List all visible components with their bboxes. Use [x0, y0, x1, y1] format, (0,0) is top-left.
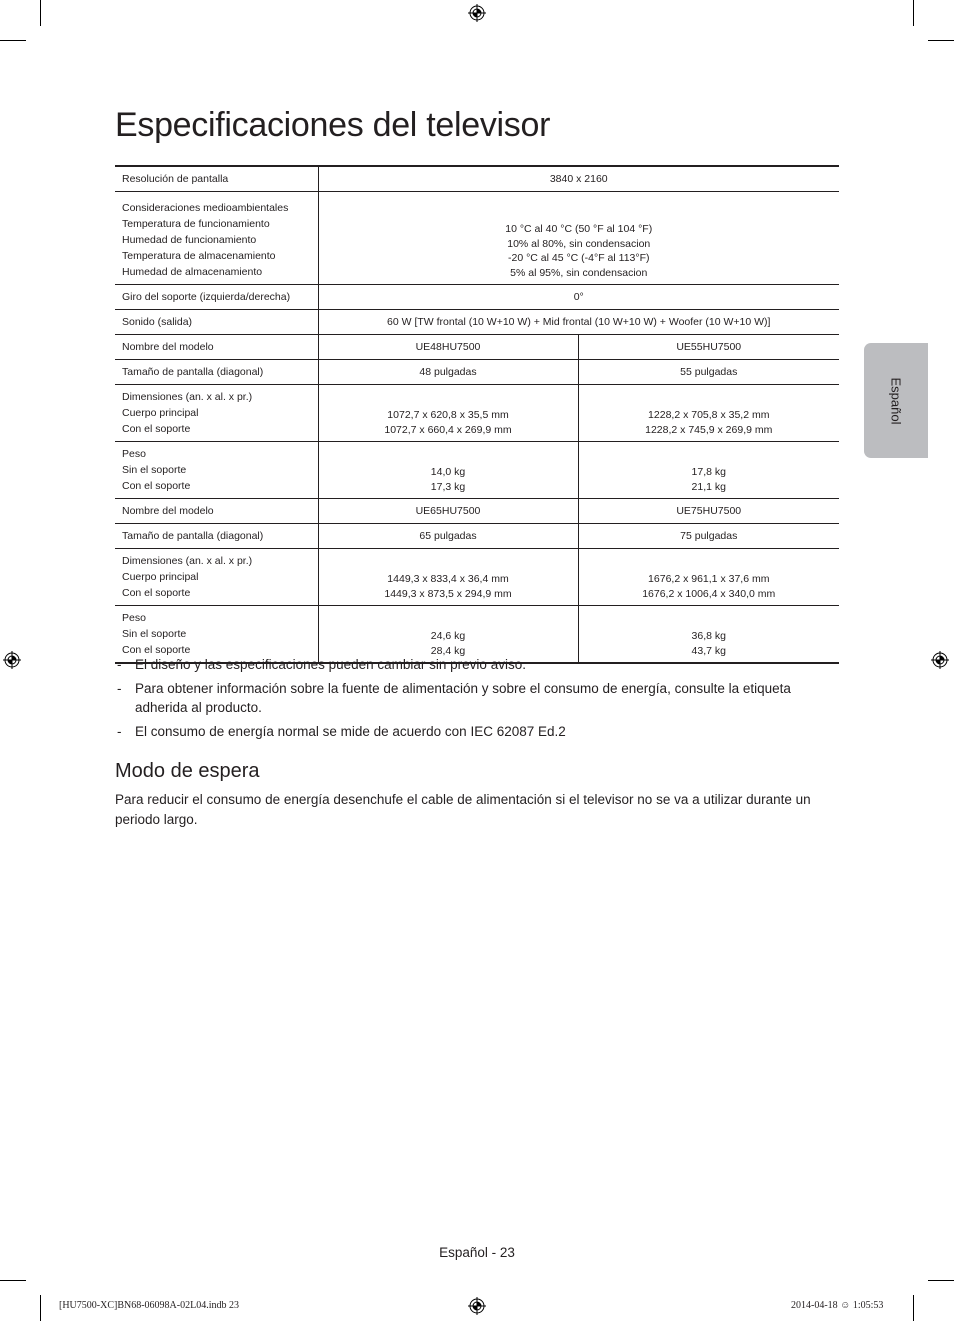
row-value: 0° [318, 285, 839, 310]
crop-mark [913, 0, 914, 26]
row-label: Sonido (salida) [115, 310, 318, 335]
registration-mark-icon [468, 1297, 486, 1315]
table-row [115, 192, 839, 285]
table-row [115, 360, 839, 385]
spec-table [115, 165, 839, 664]
row-label: Nombre del modelo [115, 335, 318, 360]
table-row [115, 310, 839, 335]
model-b-value: 75 pulgadas [578, 524, 839, 549]
page-number: Español - 23 [439, 1245, 515, 1260]
row-label: Peso Sin el soporte Con el soporte [115, 442, 318, 499]
row-label: Dimensiones (an. x al. x pr.) Cuerpo principal Con el soporte [115, 385, 318, 442]
table-row [115, 335, 839, 360]
model-a-value: UE65HU7500 [318, 499, 578, 524]
section-body: Para reducir el consumo de energía desenchufe el cable de alimentación si el televisor no se va a utilizar durante un periodo largo. [115, 792, 811, 827]
registration-mark-icon [3, 651, 21, 669]
model-b-value: 1228,2 x 705,8 x 35,2 mm 1228,2 x 745,9 x 269,9 mm [578, 385, 839, 442]
model-a-value: 48 pulgadas [318, 360, 578, 385]
model-a-value: 65 pulgadas [318, 524, 578, 549]
model-b-value: 36,8 kg 43,7 kg [578, 606, 839, 664]
language-side-tab [864, 343, 928, 458]
crop-mark [928, 1280, 954, 1281]
model-a-value: 24,6 kg 28,4 kg [318, 606, 578, 664]
registration-mark-icon [931, 651, 949, 669]
row-label: Giro del soporte (izquierda/derecha) [115, 285, 318, 310]
model-b-value: 1676,2 x 961,1 x 37,6 mm 1676,2 x 1006,4 x 340,0 mm [578, 549, 839, 606]
model-b-value: UE75HU7500 [578, 499, 839, 524]
footer-date: 2014-04-18 ☺ 1:05:53 [791, 1300, 884, 1311]
row-label: Resolución de pantalla [115, 166, 318, 192]
model-a-value: 14,0 kg 17,3 kg [318, 442, 578, 499]
row-label: Nombre del modelo [115, 499, 318, 524]
crop-mark [928, 40, 954, 41]
crop-mark [40, 0, 41, 26]
list-item: - Para obtener información sobre la fuente de alimentación y sobre el consumo de energía, consulte la etiqueta adherida al producto. [117, 681, 791, 715]
row-label: Consideraciones medioambientales Temperatura de funcionamiento Humedad de funcionamiento Temperatura de almacenamiento Humedad de almacenamiento [115, 192, 318, 285]
crop-mark [913, 1295, 914, 1321]
table-row [115, 549, 839, 606]
row-label: Tamaño de pantalla (diagonal) [115, 524, 318, 549]
row-label: Dimensiones (an. x al. x pr.) Cuerpo principal Con el soporte [115, 549, 318, 606]
row-label: Tamaño de pantalla (diagonal) [115, 360, 318, 385]
table-row [115, 499, 839, 524]
list-item: - El diseño y las especificaciones pueden cambiar sin previo aviso. [117, 657, 526, 672]
registration-mark-icon [468, 4, 486, 22]
crop-mark [40, 1295, 41, 1321]
row-value: 3840 x 2160 [318, 166, 839, 192]
model-b-value: 55 pulgadas [578, 360, 839, 385]
table-row [115, 285, 839, 310]
notes-list [115, 655, 839, 746]
row-label: Peso Sin el soporte Con el soporte [115, 606, 318, 664]
table-row [115, 524, 839, 549]
crop-mark [0, 1280, 26, 1281]
crop-mark [0, 40, 26, 41]
model-b-value: 17,8 kg 21,1 kg [578, 442, 839, 499]
model-a-value: 1449,3 x 833,4 x 36,4 mm 1449,3 x 873,5 x 294,9 mm [318, 549, 578, 606]
list-item: - El consumo de energía normal se mide de acuerdo con IEC 62087 Ed.2 [117, 724, 566, 739]
row-value: 10 °C al 40 °C (50 °F al 104 °F) 10% al 80%, sin condensacion -20 °C al 45 °C (-4°F al 113°F) 5% al 95%, sin condensacion [318, 192, 839, 285]
side-tab-label: Español [888, 377, 904, 424]
section-title: Modo de espera [115, 760, 260, 782]
table-row [115, 442, 839, 499]
footer-file-name: [HU7500-XC]BN68-06098A-02L04.indb 23 [59, 1300, 239, 1311]
row-value: 60 W [TW frontal (10 W+10 W) + Mid frontal (10 W+10 W) + Woofer (10 W+10 W)] [318, 310, 839, 335]
table-row [115, 166, 839, 192]
page-title: Especificaciones del televisor [115, 106, 551, 144]
model-a-value: UE48HU7500 [318, 335, 578, 360]
table-row [115, 385, 839, 442]
model-a-value: 1072,7 x 620,8 x 35,5 mm 1072,7 x 660,4 x 269,9 mm [318, 385, 578, 442]
model-b-value: UE55HU7500 [578, 335, 839, 360]
